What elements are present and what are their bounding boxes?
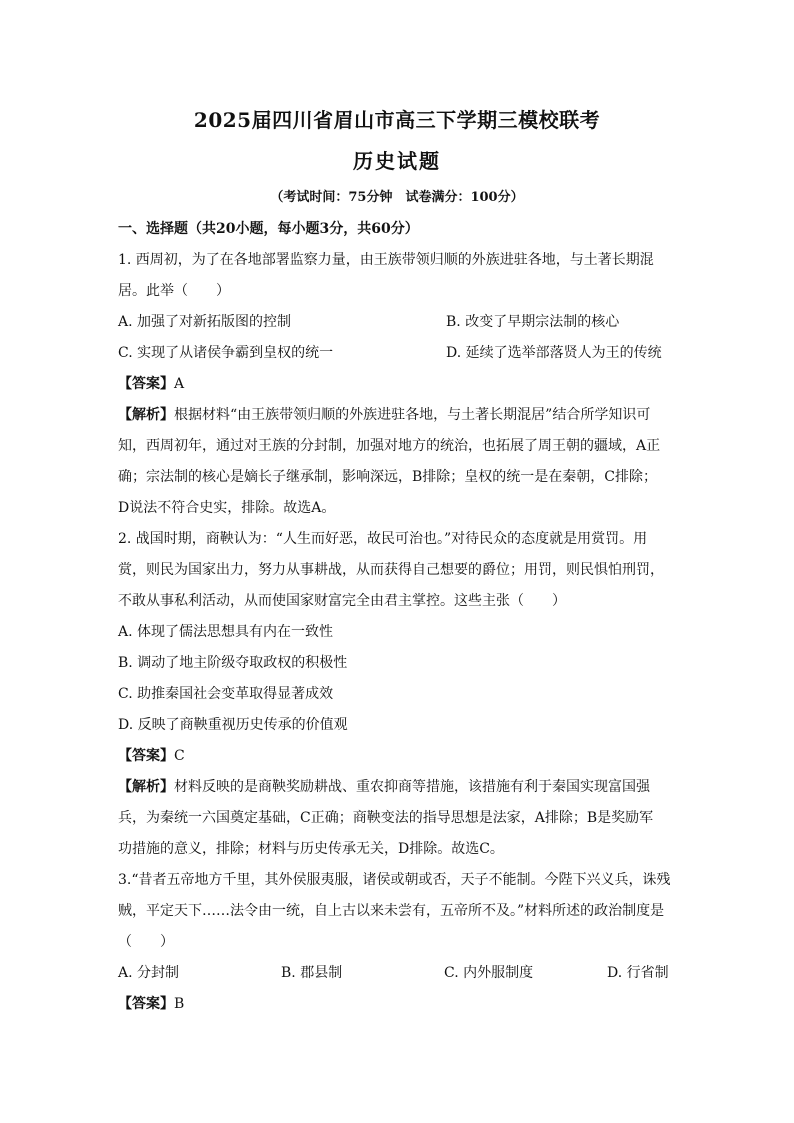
question-3-option-a: A. 分封制 bbox=[118, 965, 180, 981]
analysis-line: 兵，为秦统一六国奠定基础，C正确；商鞅变法的指导思想是法家，A排除；B是奖励军 bbox=[118, 810, 654, 826]
answer-value: B bbox=[174, 996, 185, 1012]
question-1-analysis bbox=[118, 400, 678, 431]
answer-label: 【答案】 bbox=[118, 748, 174, 764]
analysis-line: 确；宗法制的核心是嫡长子继承制，影响深远，B排除；皇权的统一是在秦朝，C排除； bbox=[118, 469, 657, 485]
answer-label: 【答案】 bbox=[118, 996, 174, 1012]
question-1-stem-cont: 居。此举（ ） bbox=[118, 283, 230, 299]
question-3-stem: 3.“昔者五帝地方千里，其外侯服夷服，诸侯或朝或否，天子不能制。今陛下兴义兵，诛残 bbox=[118, 872, 671, 888]
question-2-analysis bbox=[118, 772, 678, 803]
exam-subject: 历史试题 bbox=[353, 149, 441, 173]
question-3-option-c: C. 内外服制度 bbox=[444, 965, 534, 981]
exam-content bbox=[118, 214, 678, 1020]
question-2-option-b: B. 调动了地主阶级夺取政权的积极性 bbox=[118, 655, 348, 671]
question-3-options-row bbox=[118, 958, 678, 989]
question-1-answer bbox=[118, 369, 678, 400]
question-2-stem-cont: 赏，则民为国家出力，努力从事耕战，从而获得自己想要的爵位；用罚，则民惧怕刑罚， bbox=[118, 562, 664, 578]
question-1-option-c: C. 实现了从诸侯争霸到皇权的统一 bbox=[118, 345, 334, 361]
question-3-answer bbox=[118, 989, 678, 1020]
answer-value: A bbox=[174, 376, 185, 392]
section-heading: 一、选择题（共20小题，每小题3分，共60分） bbox=[118, 221, 419, 237]
question-2-answer bbox=[118, 741, 678, 772]
question-2-option-a: A. 体现了儒法思想具有内在一致性 bbox=[118, 624, 334, 640]
question-1-option-d: D. 延续了选举部落贤人为王的传统 bbox=[446, 345, 662, 361]
analysis-line: D说法不符合史实，排除。故选A。 bbox=[118, 500, 336, 516]
analysis-line: 知，西周初年，通过对王族的分封制，加强对地方的统治，也拓展了周王朝的疆域，A正 bbox=[118, 438, 661, 454]
question-1-option-b: B. 改变了早期宗法制的核心 bbox=[446, 314, 620, 330]
question-1-options-row-2 bbox=[118, 338, 678, 369]
question-2-stem-cont: 不敢从事私利活动，从而使国家财富完全由君主掌控。这些主张（ ） bbox=[118, 593, 566, 609]
exam-title: 2025届四川省眉山市高三下学期三模校联考 bbox=[193, 108, 601, 132]
exam-info: （考试时间：75分钟 试卷满分：100分） bbox=[270, 190, 524, 205]
question-1-stem: 1. 西周初，为了在各地部署监察力量，由王族带领归顺的外族进驻各地，与土著长期混 bbox=[118, 252, 654, 268]
question-3-option-d: D. 行省制 bbox=[607, 965, 669, 981]
question-3-stem-cont: （ ） bbox=[118, 934, 174, 950]
analysis-label: 【解析】 bbox=[118, 779, 174, 795]
answer-label: 【答案】 bbox=[118, 376, 174, 392]
analysis-label: 【解析】 bbox=[118, 407, 174, 423]
question-1-option-a: A. 加强了对新拓版图的控制 bbox=[118, 314, 292, 330]
analysis-line: 根据材料“由王族带领归顺的外族进驻各地，与土著长期混居”结合所学知识可 bbox=[174, 407, 651, 423]
question-3-option-b: B. 郡县制 bbox=[281, 965, 343, 981]
question-2-option-c: C. 助推秦国社会变革取得显著成效 bbox=[118, 686, 334, 702]
analysis-line: 材料反映的是商鞅奖励耕战、重农抑商等措施，该措施有利于秦国实现富国强 bbox=[174, 779, 650, 795]
question-3-stem-cont: 贼，平定天下……法令由一统，自上古以来未尝有，五帝所不及。”材料所述的政治制度是 bbox=[118, 903, 665, 919]
analysis-line: 功措施的意义，排除；材料与历史传承无关，D排除。故选C。 bbox=[118, 841, 504, 857]
question-2-stem: 2. 战国时期，商鞅认为：“人生而好恶，故民可治也。”对待民众的态度就是用赏罚。用 bbox=[118, 531, 648, 547]
question-2-option-d: D. 反映了商鞅重视历史传承的价值观 bbox=[118, 717, 348, 733]
answer-value: C bbox=[174, 748, 185, 764]
question-1-options-row-1 bbox=[118, 307, 678, 338]
